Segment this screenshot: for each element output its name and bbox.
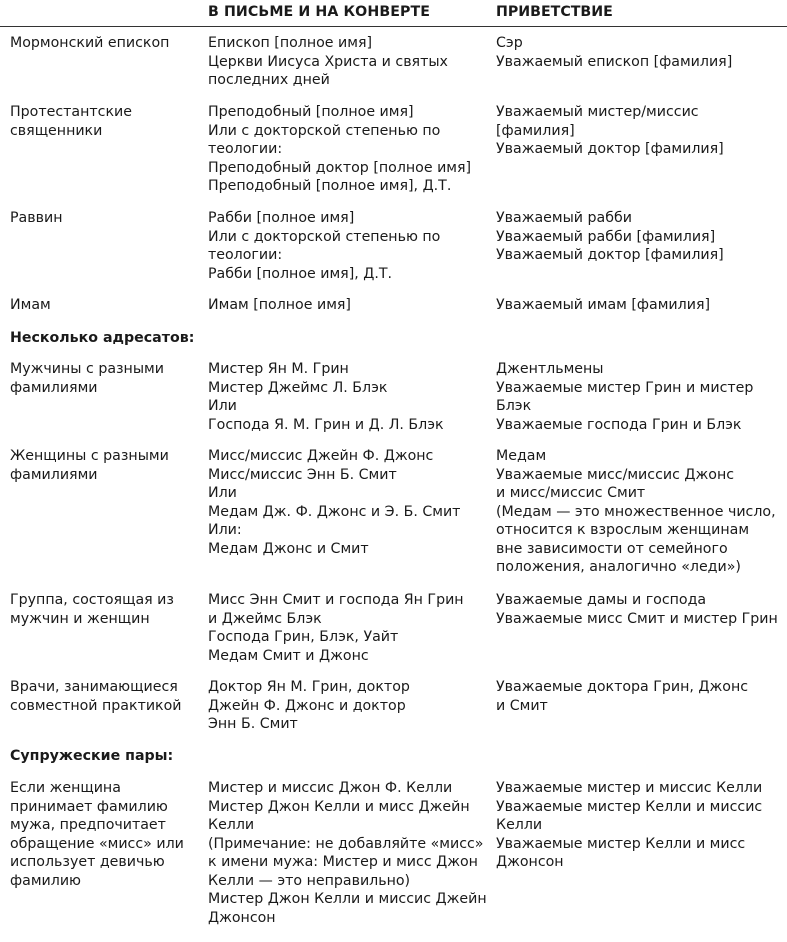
cell-text-line: Господа Я. М. Грин и Д. Л. Блэк [208,416,444,433]
cell-text-line: мужчин и женщин [10,610,150,627]
cell-text-line: Мисс/миссис Энн Б. Смит [208,466,397,483]
column-header-salutation: ПРИВЕТСТВИЕ [496,4,613,20]
cell-text-line: Уважаемые господа Грин и Блэк [496,416,742,433]
cell-text-line: Келли [496,817,543,833]
column-header-envelope: В ПИСЬМЕ И НА КОНВЕРТЕ [208,4,431,20]
cell-text-line: к имени мужа: Мистер и мисс Джон [208,854,478,870]
cell-text-line: и Смит [496,697,548,714]
envelope-address-cell [208,103,490,196]
header-divider [0,26,787,27]
envelope-address-cell [208,779,490,927]
cell-text-line: Медам Джонс и Смит [208,540,369,557]
cell-text-line: принимает фамилию [10,798,168,815]
cell-text-line: Или: [208,522,242,538]
cell-text-line: Медам Смит и Джонс [208,647,369,664]
cell-text-line: теологии: [208,141,283,157]
recipient-cell [10,447,200,484]
cell-text-line: Уважаемые дамы и господа [496,592,707,608]
cell-text-line: Джонсон [496,854,564,870]
recipient-cell [10,34,200,53]
envelope-address-cell [208,296,490,315]
cell-text-line: теологии: [208,247,283,263]
cell-text-line: Доктор Ян М. Грин, доктор [208,679,410,695]
cell-text-line: Мистер и миссис Джон Ф. Келли [208,780,453,796]
recipient-cell [10,591,200,628]
cell-text-line: Джейн Ф. Джонс и доктор [208,697,406,714]
cell-text-line: Джонсон [208,909,276,926]
cell-text-line: Или с докторской степенью по [208,228,441,245]
cell-text-line: фамилию [10,872,81,889]
envelope-address-cell [208,447,490,558]
cell-text-line: (Медам — это множественное число, [496,503,776,520]
cell-text-line: положения, аналогично «леди») [496,559,741,575]
cell-text-line: Уважаемый мистер/миссис [496,104,699,120]
recipient-cell [10,678,200,715]
cell-text-line: Протестантские [10,104,132,120]
cell-text-line: Преподобный [полное имя] [208,104,414,120]
cell-text-line: Мистер Джеймс Л. Блэк [208,379,388,396]
cell-text-line: Медам [496,448,547,464]
envelope-address-cell [208,360,490,434]
cell-text-line: Келли [208,817,255,833]
cell-text-line: Уважаемые мистер Келли и миссис [496,798,763,815]
salutation-cell [496,779,781,872]
cell-text-line: Уважаемый рабби [фамилия] [496,228,716,245]
envelope-address-cell [208,591,490,665]
cell-text-line: Уважаемые мистер Келли и мисс [496,835,746,852]
cell-text-line: Мисс Энн Смит и господа Ян Грин [208,592,464,608]
salutation-cell [496,34,781,71]
cell-text-line: мужа, предпочитает [10,817,166,833]
cell-text-line: вне зависимости от семейного [496,540,728,557]
cell-text-line: Мисс/миссис Джейн Ф. Джонс [208,448,434,464]
salutation-cell [496,678,781,715]
recipient-cell [10,209,200,228]
cell-text-line: Преподобный [полное имя], Д.Т. [208,178,452,194]
cell-text-line: Уважаемые мисс/миссис Джонс [496,466,735,483]
cell-text-line: совместной практикой [10,697,182,714]
envelope-address-cell [208,34,490,90]
cell-text-line: относится к взрослым женщинам [496,522,750,538]
cell-text-line: Епископ [полное имя] [208,35,373,51]
cell-text-line: Мистер Джон Келли и миссис Джейн [208,891,487,907]
envelope-address-cell [208,678,490,734]
section-heading-married-couples: Супружеские пары: [10,748,174,764]
cell-text-line: Имам [полное имя] [208,297,351,313]
cell-text-line: Или [208,398,237,414]
cell-text-line: Мистер Джон Келли и мисс Джейн [208,798,470,815]
cell-text-line: фамилиями [10,466,98,483]
recipient-cell [10,360,200,397]
cell-text-line: Церкви Иисуса Христа и святых [208,53,448,70]
cell-text-line: Уважаемые мисс Смит и мистер Грин [496,610,778,627]
cell-text-line: Рабби [полное имя] [208,210,355,226]
salutation-cell [496,591,781,628]
cell-text-line: и Джеймс Блэк [208,610,322,627]
cell-text-line: Энн Б. Смит [208,716,298,732]
cell-text-line: Блэк [496,398,532,414]
salutation-cell [496,447,781,577]
cell-text-line: Мормонский епископ [10,35,170,51]
cell-text-line: Имам [10,297,51,313]
salutation-cell [496,103,781,159]
cell-text-line: Женщины с разными [10,448,169,464]
cell-text-line: Если женщина [10,780,121,796]
cell-text-line: Уважаемые мистер Грин и мистер [496,379,754,396]
cell-text-line: Врачи, занимающиеся [10,679,178,695]
cell-text-line: фамилиями [10,379,98,396]
cell-text-line: Мистер Ян М. Грин [208,361,349,377]
cell-text-line: Мужчины с разными [10,361,164,377]
cell-text-line: Группа, состоящая из [10,592,174,608]
cell-text-line: Раввин [10,210,63,226]
cell-text-line: Или [208,485,237,501]
cell-text-line: обращение «мисс» или [10,835,184,852]
cell-text-line: Уважаемый доктор [фамилия] [496,141,724,157]
recipient-cell [10,296,200,315]
salutation-cell [496,296,781,315]
cell-text-line: последних дней [208,72,330,88]
recipient-cell [10,779,200,890]
cell-text-line: (Примечание: не добавляйте «мисс» [208,835,484,852]
salutation-cell [496,360,781,434]
cell-text-line: Сэр [496,35,523,51]
cell-text-line: Медам Дж. Ф. Джонс и Э. Б. Смит [208,503,461,520]
cell-text-line: Уважаемый имам [фамилия] [496,297,711,313]
cell-text-line: использует девичью [10,854,165,870]
cell-text-line: Уважаемые доктора Грин, Джонс [496,679,749,695]
cell-text-line: и мисс/миссис Смит [496,485,646,501]
section-heading-multiple-recipients: Несколько адресатов: [10,330,195,346]
recipient-cell [10,103,200,140]
cell-text-line: Уважаемый рабби [496,210,632,226]
cell-text-line: Джентльмены [496,361,604,377]
cell-text-line: Господа Грин, Блэк, Уайт [208,629,399,645]
cell-text-line: Уважаемый доктор [фамилия] [496,247,724,263]
cell-text-line: Уважаемые мистер и миссис Келли [496,780,763,796]
cell-text-line: Или с докторской степенью по [208,122,441,139]
cell-text-line: Уважаемый епископ [фамилия] [496,53,733,70]
envelope-address-cell [208,209,490,283]
cell-text-line: Рабби [полное имя], Д.Т. [208,265,393,282]
cell-text-line: священники [10,122,103,139]
cell-text-line: Преподобный доктор [полное имя] [208,159,472,176]
salutation-cell [496,209,781,265]
cell-text-line: [фамилия] [496,122,575,139]
cell-text-line: Келли — это неправильно) [208,872,411,889]
